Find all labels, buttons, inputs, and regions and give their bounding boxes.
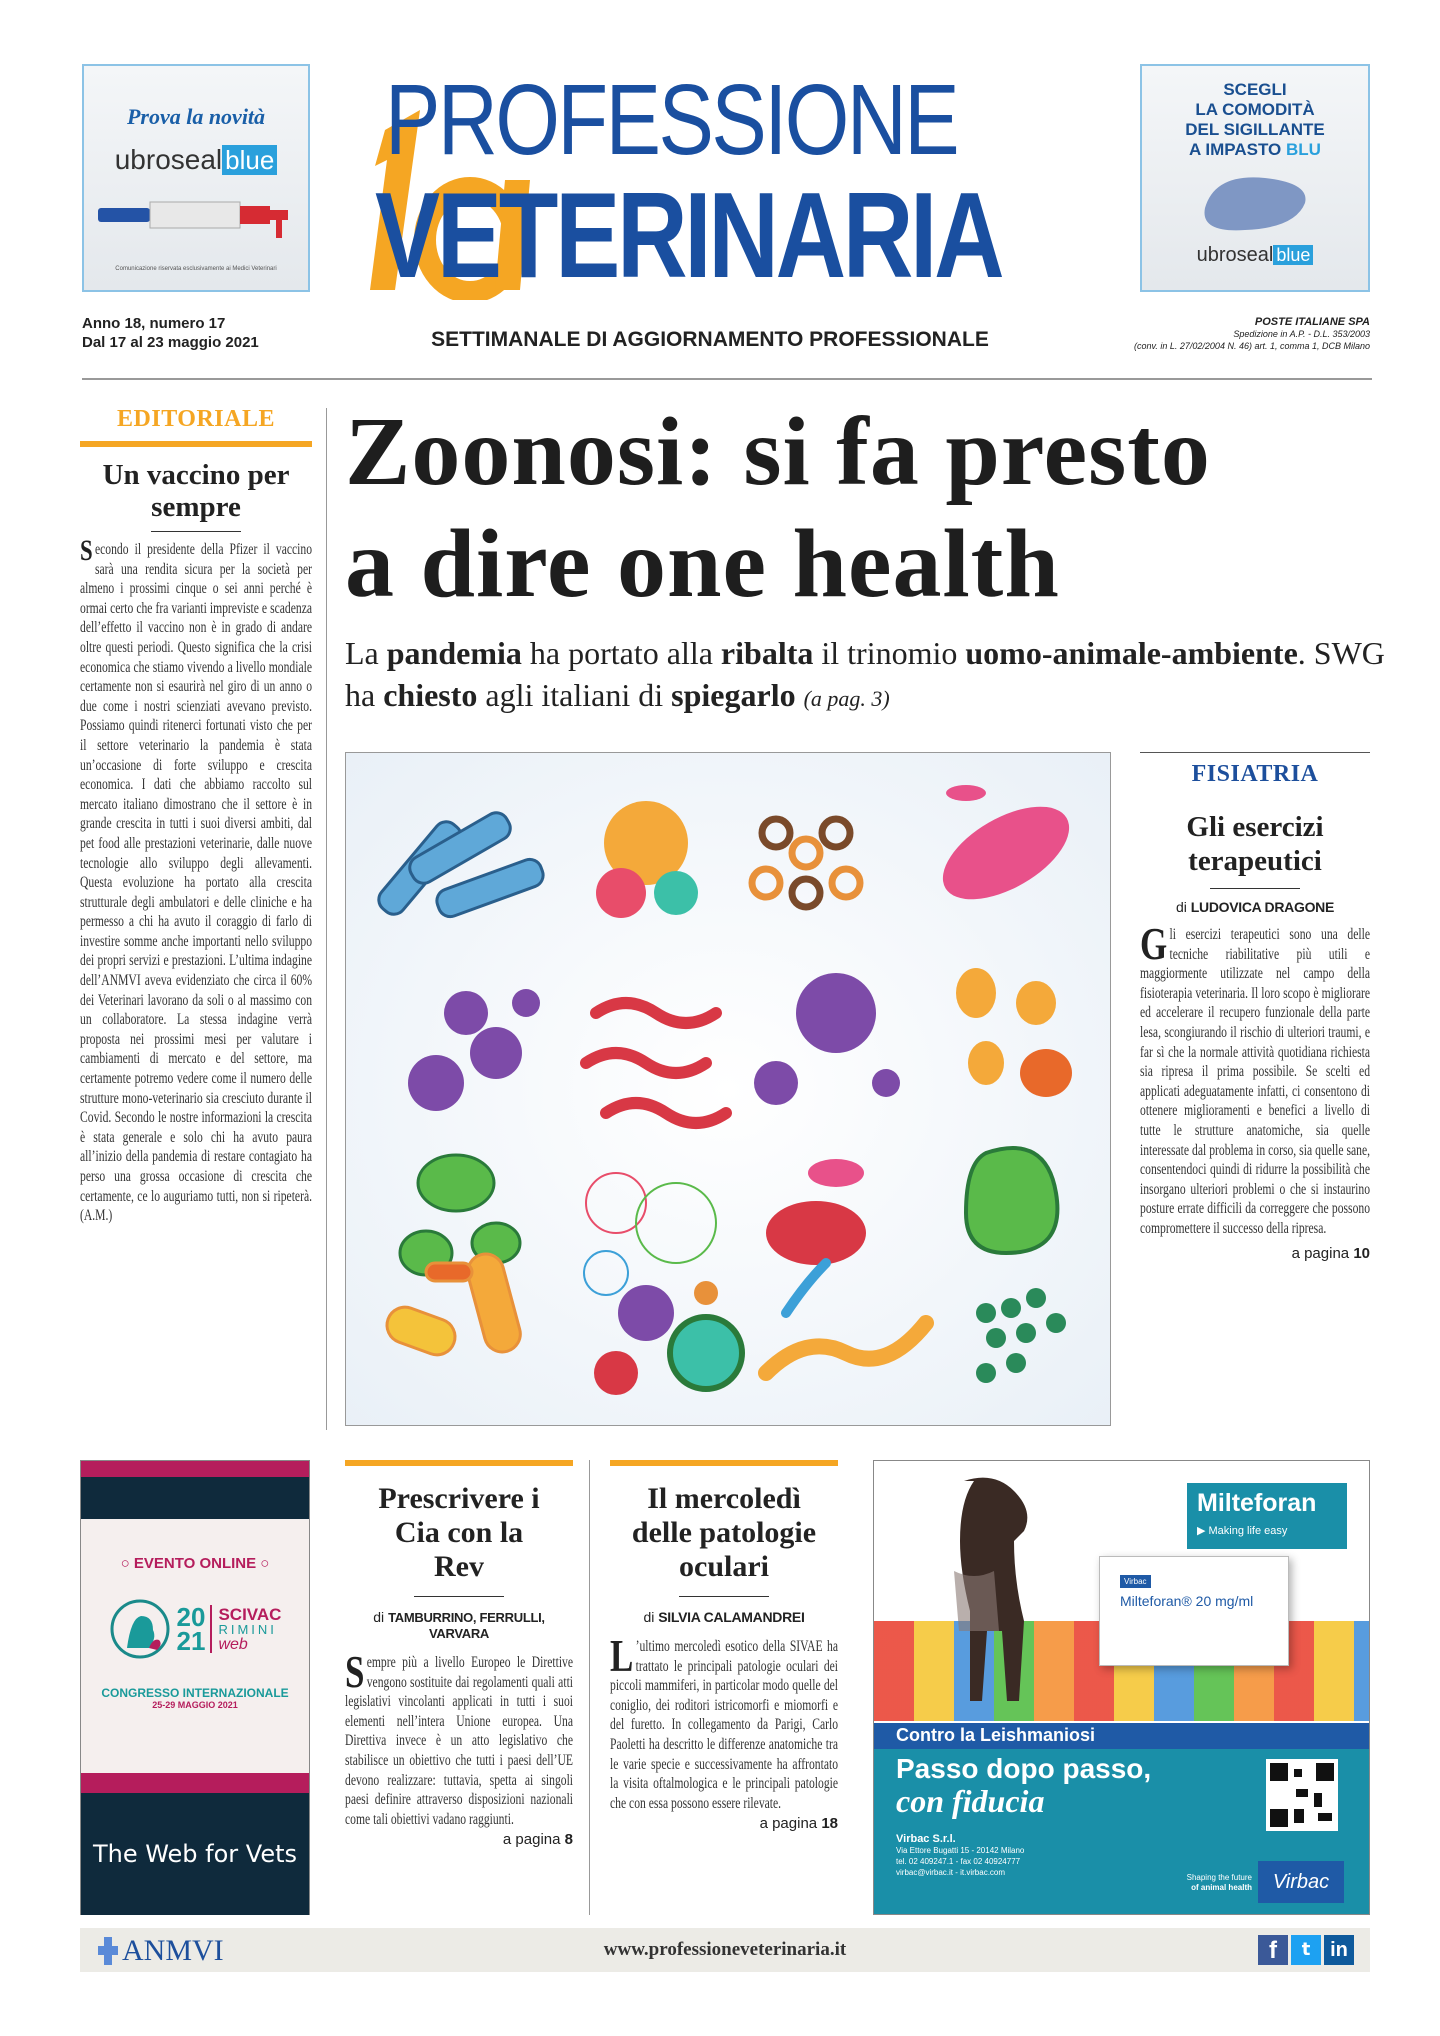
company-address: Via Ettore Bugatti 15 - 20142 Milano <box>896 1846 1025 1855</box>
byline-prefix: di <box>643 1609 655 1625</box>
editorial-column <box>80 406 312 1226</box>
red-bacterium-icon <box>766 1159 866 1265</box>
masthead-logo[interactable] <box>345 64 1115 303</box>
company-info <box>896 1834 1116 1878</box>
amoeba-icon <box>966 1148 1057 1253</box>
scivac-ad[interactable] <box>80 1460 310 1915</box>
congress-dates: 25-29 MAGGIO 2021 <box>152 1700 238 1710</box>
body-text: li esercizi terapeutici sono una delle tecniche riabilitative più utili e maggiormente utilizzate nel campo della fisioterapia veterinaria. Il loro scopo è migliorare ed accelerare il recupero funzionale della parte lesa, scongiurando il rischio di ulteriori traumi, e far sì che la normale attività quotidiana richiesta sia ripresa il prima possibile. Se scelti ed applicati adeguatamente infatti, ci consentono di ottenere miglioramenti e benefici a livello di tutte le strutture anatomiche, sia quelle interessate dal problema in corso, sia quelle sane, consentendoci quindi di ridurre la possibilità che insorgano ulteriori problemi o che si instaurino posture errate difficili da correggere che possono compromettere il successo della ripresa. <box>1140 926 1371 1237</box>
twitter-icon[interactable]: t <box>1291 1935 1321 1965</box>
headline-line: Zoonosi: si fa presto <box>345 398 1211 506</box>
postal-line: POSTE ITALIANE SPA <box>1254 316 1370 328</box>
body-text: ’ultimo mercoledì esotico della SIVAE ha trattato le principali patologie oculari dei piccoli mammiferi, in particolar modo quelle del coniglio, dei roditori istricomorfi e miomorfi e del furetto. In collegamento da Parigi, Carlo Paoletti ha descritto le differenze anatomiche tra le varie specie e successivamente ha affrontato la visita oftalmologica e le principali patologie che con essa possono essere rilevate. <box>610 1638 839 1812</box>
box-label: Milteforan® 20 mg/ml <box>1120 1593 1254 1609</box>
author: TAMBURRINO, FERRULLI, VARVARA <box>388 1610 545 1641</box>
title-rule <box>679 1596 769 1597</box>
editorial-body <box>80 534 313 1226</box>
deck-bold: pandemia <box>386 635 522 671</box>
section-bar <box>610 1460 838 1466</box>
qr-code-icon[interactable] <box>1266 1759 1338 1831</box>
slogan-line1: Passo dopo passo, <box>896 1753 1152 1784</box>
byline <box>610 1609 838 1625</box>
author: SILVIA CALAMANDREI <box>658 1609 805 1625</box>
ad-band <box>81 1477 309 1519</box>
deck-bold: spiegarlo <box>671 677 796 713</box>
article-body <box>610 1630 839 1813</box>
lead-deck <box>345 632 1385 720</box>
scivac-web: web <box>218 1635 248 1653</box>
company-web: virbac@virbac.it - it.virbac.com <box>896 1868 1006 1877</box>
vet-dog-icon <box>109 1598 171 1660</box>
page-link[interactable] <box>1140 1245 1370 1262</box>
byline-prefix: di <box>1175 899 1187 915</box>
scivac-logo <box>81 1598 309 1660</box>
brand-suffix: blue <box>222 145 277 175</box>
page-link[interactable] <box>345 1831 573 1848</box>
play-icon: ▶ <box>1197 1525 1209 1537</box>
page-link[interactable] <box>610 1815 838 1832</box>
ubroseal-ad-left[interactable] <box>82 64 310 292</box>
brand-suffix: blue <box>1273 245 1313 265</box>
ad-line: DEL SIGILLANTE <box>1185 120 1325 139</box>
page-label: a pagina <box>759 1815 818 1833</box>
page-label: a pagina <box>1291 1244 1350 1262</box>
ad-highlight: BLU <box>1286 140 1321 159</box>
page-ref: (a pag. 3) <box>803 686 890 711</box>
tagline-line: of animal health <box>1191 1883 1252 1892</box>
orange-cells-icon <box>956 968 1072 1097</box>
ubroseal-ad-right[interactable] <box>1140 64 1370 292</box>
ad-bottom-band <box>874 1723 1370 1915</box>
section-rule <box>1140 752 1370 753</box>
author: LUDOVICA DRAGONE <box>1190 899 1335 915</box>
green-cells-icon <box>400 1155 520 1275</box>
capsule-bacteria-icon <box>382 1250 524 1360</box>
deck-text: agli italiani di <box>477 677 672 713</box>
body-text: econdo il presidente della Pfizer il vaccino sarà una rendita sicura per la società per almeno i prossimi cinque o sei anni perché è ormai certo che fra varianti impreviste e scadenza dell’effetto il vaccino non è in grado di andare oltre questi periodi. Questo significa che la crisi economica che stiamo vivendo a livello mondiale certamente non si esaurirà nel giro di un anno o due come i nostri scienziati avevano previsto. Possiamo quindi ritenerci fortunati visto che per il settore veterinario la pandemia è stata un’occasione di forte sviluppo e crescita economica. I dati che abbiamo raccolto sul mercato italiano dimostrano che il settore è in grande crescita in tutti i suoi diversi ambiti, dal pet food alle prestazioni veterinarie, dalle nuove tecnologie allo sviluppo degli allevamenti. Questa evoluzione ha portato alla crescita strutturale degli ambulatori e delle cliniche e ha permesso a chi ha avuto il coraggio di farlo di investire somme anche importanti nello sviluppo dei propri servizi e prestazioni. L’ultima indagine dell’ANMVI aveva evidenziato che circa il 60% dei Veterinari lavorano da soli o al massimo con un collaboratore. La stessa indagine verrà proposta nei prossimi mesi per valutare i cambiamenti di mercato e del settore, ma certamente potremo vedere come il numero delle strutture mono-veterinario sia cresciuto durante il Covid. Secondo le nostre informazioni la crescita è stata generale e solo chi ha avuto paura all’inizio della pandemia di restare contagiato ha perso una grossa occasione di crescita che certamente, ce lo auguriamo tutti, non si ripeterà. (A.M.) <box>80 541 313 1225</box>
byline <box>1140 899 1370 915</box>
bacillus-icon <box>928 785 1084 918</box>
microbes-image <box>346 753 1112 1427</box>
milteforan-box <box>1099 1556 1289 1666</box>
ad-stripe <box>81 1461 309 1477</box>
title-rule <box>151 531 241 532</box>
deck-text: il trinomio <box>813 635 966 671</box>
virbac-logo: Virbac <box>1258 1861 1344 1903</box>
masthead-subtitle: SETTIMANALE DI AGGIORNAMENTO PROFESSIONALE <box>431 328 989 351</box>
deck-bold: chiesto <box>383 677 478 713</box>
milteforan-logo <box>1187 1483 1347 1549</box>
postal-info <box>1134 316 1370 352</box>
round-virus-icon <box>594 1281 742 1395</box>
drop-cap: G <box>1140 918 1168 969</box>
section-bar <box>80 441 312 447</box>
body-text: empre più a livello Europeo le Direttive vengono sostituite dai regolamenti quali atti legislativi vincolanti applicati in tutti i suoi elementi nell’intera Unione europea. Una Direttiva invece è un atto legislativo che stabilisce un obiettivo che tutti i paesi dell’UE devono realizzare: tuttavia, spetta ai singoli paesi definire attraverso disposizioni nazionali come tali obiettivi vadano raggiunti. <box>345 1654 574 1828</box>
deck-text: ha portato alla <box>521 635 721 671</box>
worm-bacteria-icon <box>766 1263 926 1373</box>
ad-line: LA COMODITÀ <box>1195 100 1315 119</box>
ad-disclaimer: Comunicazione riservata esclusivamente ai Medici Veterinari <box>115 266 277 272</box>
event-text: EVENTO ONLINE <box>133 1555 257 1572</box>
postal-line: Spedizione in A.P. - D.L. 353/2003 <box>1233 329 1370 339</box>
ubroseal-logo <box>84 144 308 176</box>
section-label: EDITORIALE <box>117 406 275 432</box>
section-bar <box>345 1460 573 1466</box>
drop-cap: S <box>345 1646 365 1697</box>
coronavirus-icon <box>754 973 900 1105</box>
ad-footer-band <box>81 1793 309 1915</box>
dog-image <box>924 1471 1044 1711</box>
deck-bold: ribalta <box>720 635 814 671</box>
brand: ubroseal <box>1196 244 1274 266</box>
website-link[interactable]: www.professioneveterinaria.it <box>603 1939 847 1960</box>
anmvi-logo[interactable] <box>98 1934 224 1968</box>
syringe-icon <box>96 188 296 248</box>
byline-prefix: di <box>373 1609 385 1625</box>
deck-text: La <box>345 635 387 671</box>
company-phone: tel. 02 409247.1 - fax 02 40924777 <box>896 1857 1021 1866</box>
event-label: ○ EVENTO ONLINE ○ <box>120 1555 270 1572</box>
column-divider <box>589 1460 590 1915</box>
deck-bold: uomo-animale-ambiente <box>965 635 1298 671</box>
ad-line: A IMPASTO <box>1189 140 1282 159</box>
article-title[interactable]: Prescrivere i Cia con la Rev <box>378 1482 540 1583</box>
drop-cap: S <box>80 534 93 567</box>
page-label: a pagina <box>502 1831 561 1849</box>
ad-stripe <box>81 1773 309 1793</box>
milteforan-ad[interactable] <box>873 1460 1370 1915</box>
box-maker: Virbac <box>1120 1575 1151 1588</box>
column-divider <box>326 408 327 1430</box>
ad-headline <box>1142 80 1368 160</box>
cocci-cluster-icon <box>408 989 540 1111</box>
title-rule <box>1210 888 1300 889</box>
editorial-title: Un vaccino per sempre <box>102 459 290 523</box>
spirillum-icon <box>586 1003 726 1123</box>
article-oculari <box>610 1460 838 1832</box>
fisiatria-body <box>1140 918 1371 1239</box>
rod-bacteria-icon <box>374 808 547 920</box>
drop-cap: L <box>610 1630 634 1681</box>
masthead-line2: VETERINARIA <box>375 167 1002 303</box>
congress-label: CONGRESSO INTERNAZIONALE <box>101 1686 289 1700</box>
byline <box>345 1609 573 1641</box>
footer-bar <box>80 1928 1370 1972</box>
deck-text: . SWG ha <box>345 635 1385 713</box>
masthead-rule <box>82 378 1372 380</box>
fisiatria-column <box>1140 752 1370 1262</box>
social-icons <box>1258 1935 1354 1965</box>
brand-sub: Making life easy <box>1208 1525 1288 1537</box>
scivac-city: RIMINI <box>218 1621 277 1637</box>
anmvi-cross-icon <box>98 1937 118 1965</box>
brand: Milteforan <box>1197 1489 1317 1517</box>
sealant-blob-icon <box>1195 168 1315 238</box>
year-bottom: 21 <box>176 1626 206 1656</box>
section-label: FISIATRIA <box>1191 761 1319 787</box>
issue-dates: Dal 17 al 23 maggio 2021 <box>82 334 259 351</box>
page-number: 10 <box>1353 1244 1370 1262</box>
masthead-line1: PROFESSIONE <box>385 64 958 176</box>
article-body <box>345 1646 574 1829</box>
facebook-icon[interactable]: f <box>1258 1935 1288 1965</box>
ubroseal-logo <box>1142 244 1368 267</box>
slogan-line2: con fiducia <box>896 1783 1045 1819</box>
slogan: The Web for Vets <box>92 1840 298 1868</box>
ad-tagline: Prova la novità <box>126 104 266 129</box>
brand: ubroseal <box>114 144 223 175</box>
headline-line: a dire one health <box>345 510 1060 618</box>
linkedin-icon[interactable]: in <box>1324 1935 1354 1965</box>
fisiatria-title[interactable]: Gli esercizi terapeutici <box>1186 811 1324 877</box>
dot-cluster-icon <box>976 1288 1066 1383</box>
year-top: 20 <box>176 1602 206 1632</box>
issue-info <box>82 314 259 352</box>
scivac-name: SCIVAC <box>218 1604 282 1624</box>
article-title[interactable]: Il mercoledì delle patologie oculari <box>631 1482 817 1583</box>
star-virus-icon <box>584 1173 716 1295</box>
anmvi-text: ANMVI <box>122 1934 224 1967</box>
title-rule <box>414 1596 504 1597</box>
company-name: Virbac S.r.l. <box>896 1833 956 1845</box>
virbac-tagline <box>1144 1873 1252 1893</box>
ad-line: SCEGLI <box>1223 80 1287 99</box>
postal-line: (conv. in L. 27/02/2004 N. 46) art. 1, comma 1, DCB Milano <box>1134 341 1370 351</box>
page-number: 8 <box>564 1831 573 1849</box>
page-number: 18 <box>821 1815 838 1833</box>
chain-bacteria-icon <box>752 819 860 907</box>
virus-icon <box>596 801 698 918</box>
lead-headline[interactable] <box>345 396 1211 620</box>
microbes-illustration <box>345 752 1111 1426</box>
tagline-line: Shaping the future <box>1186 1873 1252 1882</box>
issue-number: Anno 18, numero 17 <box>82 315 226 332</box>
ad-headline: Contro la Leishmaniosi <box>874 1723 1370 1749</box>
article-cia <box>345 1460 573 1848</box>
